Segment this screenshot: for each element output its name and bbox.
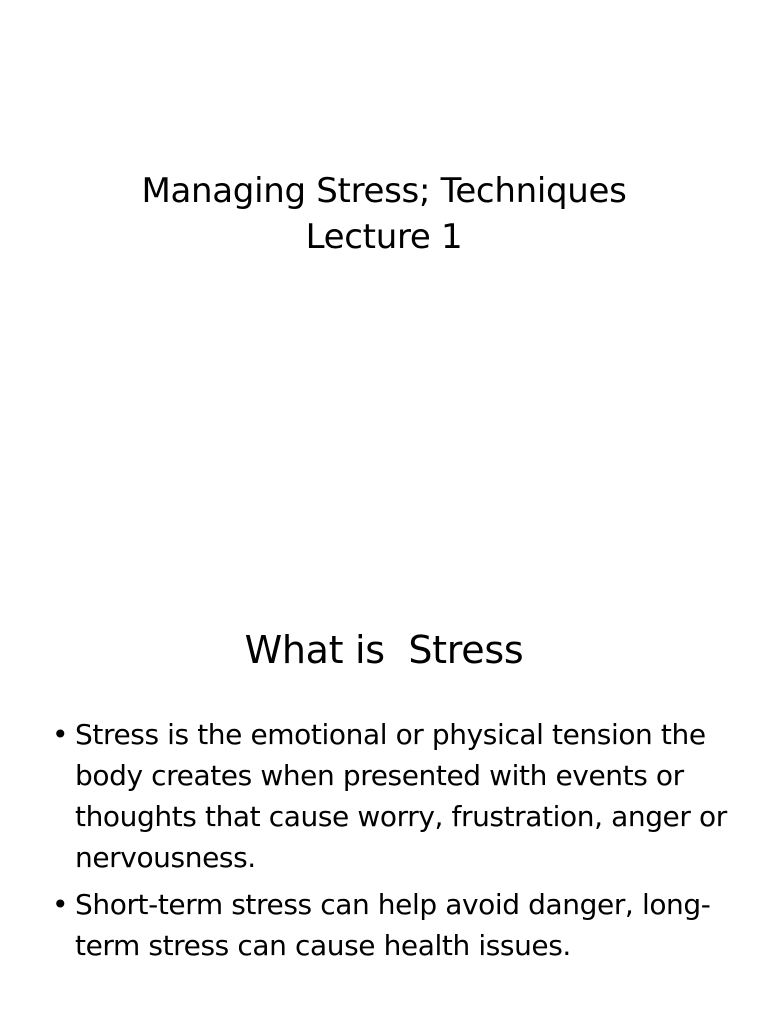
slide-what-is-stress bbox=[0, 512, 768, 1024]
bullet-list bbox=[48, 714, 728, 972]
title-line-lecture: Lecture 1 bbox=[305, 217, 463, 257]
bullet-icon: • bbox=[52, 888, 69, 921]
bullet-text: Short-term stress can help avoid danger, long-term stress can cause health issues. bbox=[75, 888, 711, 962]
slide-heading: What is Stress bbox=[244, 628, 524, 672]
bullet-icon: • bbox=[52, 718, 69, 751]
slide-title-text bbox=[0, 168, 768, 260]
bullet-item-effects bbox=[48, 884, 728, 966]
title-line-main: Managing Stress; Techniques bbox=[141, 171, 627, 211]
bullet-item-definition bbox=[48, 714, 728, 878]
bullet-text: Stress is the emotional or physical tension the body creates when presented with events or thoughts that cause worry, frustration, anger or nervousness. bbox=[75, 718, 727, 874]
